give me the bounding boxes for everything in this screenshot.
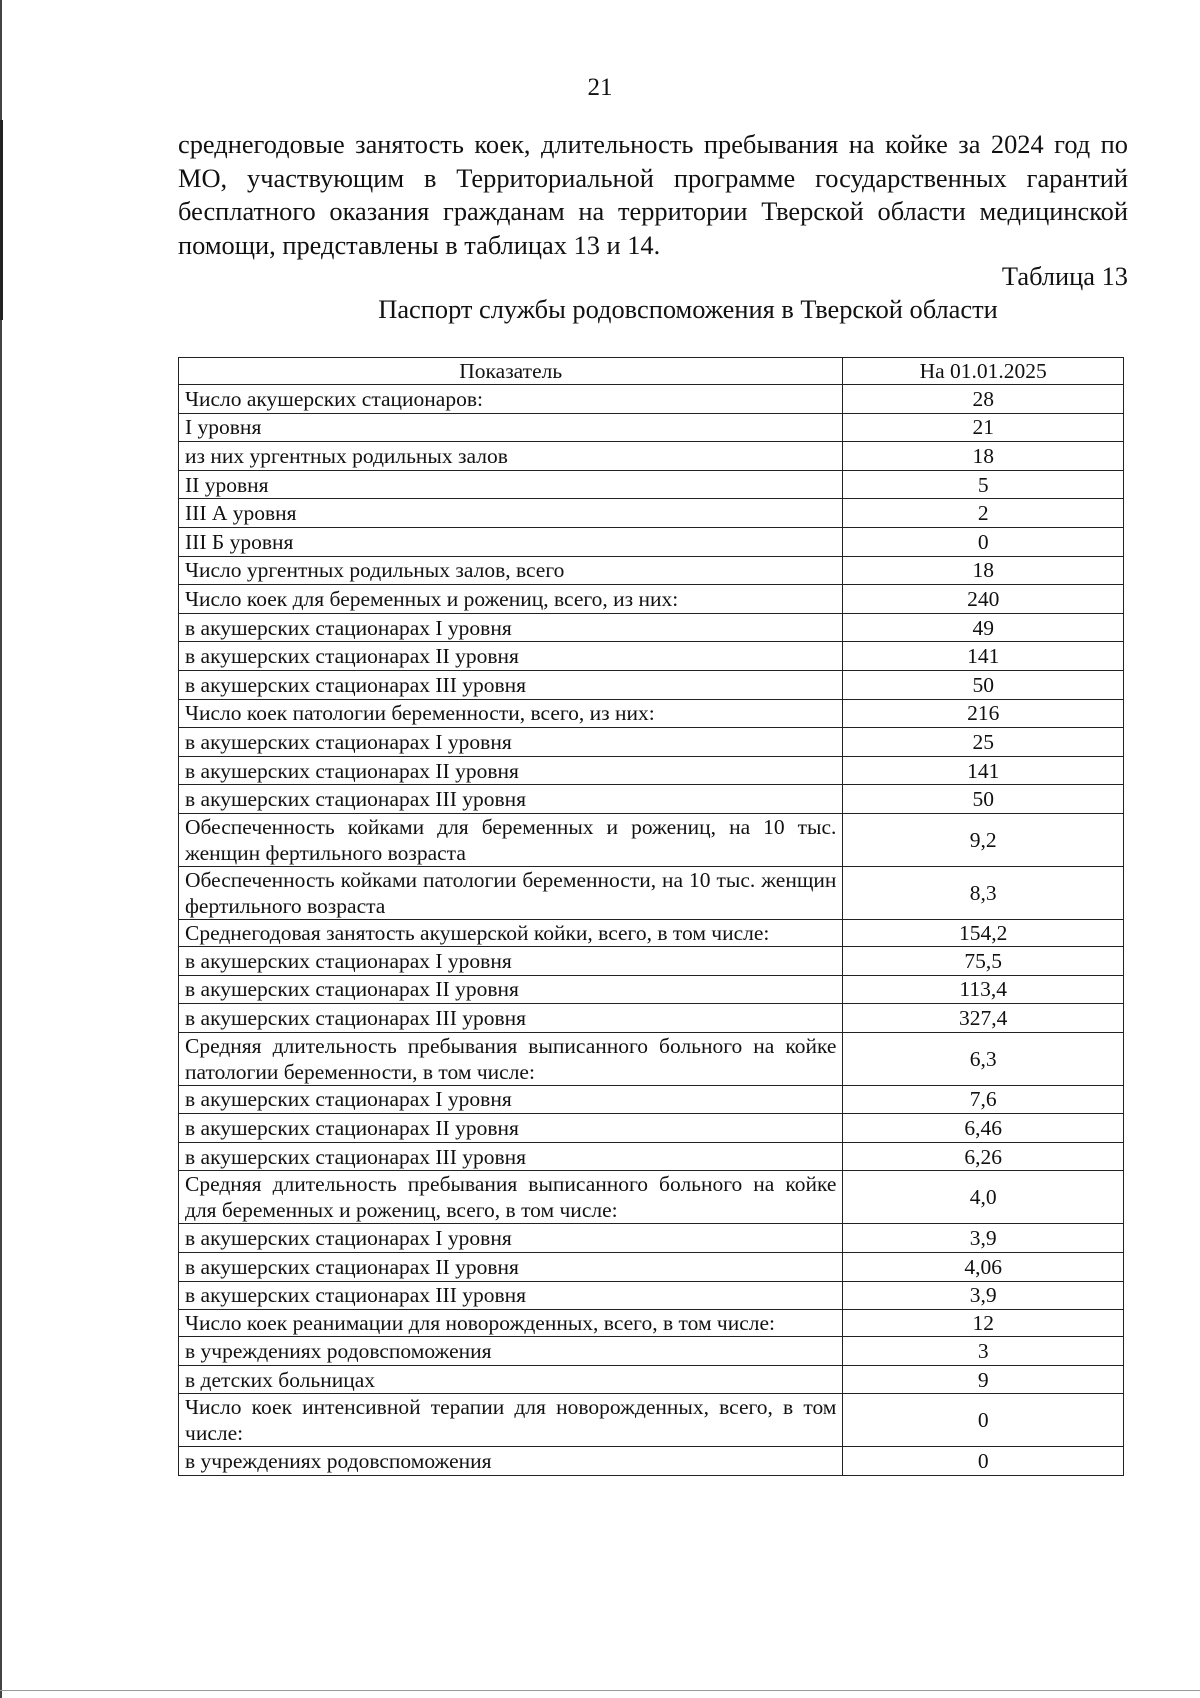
table-row — [179, 699, 1124, 728]
row-value: 75,5 — [843, 946, 1124, 975]
row-indicator: Число акушерских стационаров: — [179, 385, 843, 414]
table-row — [179, 527, 1124, 556]
row-value: 141 — [843, 642, 1124, 671]
row-indicator: в акушерских стационарах I уровня — [179, 946, 843, 975]
table-label: Таблица 13 — [1001, 261, 1128, 291]
row-indicator: в акушерских стационарах I уровня — [179, 613, 843, 642]
row-value: 3 — [843, 1337, 1124, 1366]
row-indicator: в акушерских стационарах II уровня — [179, 975, 843, 1004]
row-indicator: из них ургентных родильных залов — [179, 442, 843, 471]
row-value: 6,3 — [843, 1032, 1124, 1085]
row-value: 327,4 — [843, 1004, 1124, 1033]
table-row — [179, 556, 1124, 585]
row-indicator: Число коек реанимации для новорожденных, всего, в том числе: — [179, 1310, 843, 1337]
table-row — [179, 1114, 1124, 1143]
row-value: 3,9 — [843, 1224, 1124, 1253]
row-value: 4,0 — [843, 1171, 1124, 1224]
table-row — [179, 1365, 1124, 1394]
row-indicator: в акушерских стационарах I уровня — [179, 1085, 843, 1114]
row-indicator: в учреждениях родовспоможения — [179, 1337, 843, 1366]
table-row — [179, 1224, 1124, 1253]
table-row — [179, 1171, 1124, 1224]
scan-left-edge-mark — [0, 120, 3, 320]
table-row — [179, 470, 1124, 499]
table-row — [179, 642, 1124, 671]
row-indicator: в акушерских стационарах III уровня — [179, 1004, 843, 1033]
row-value: 6,26 — [843, 1142, 1124, 1171]
table-row — [179, 585, 1124, 614]
page-number: 21 — [587, 74, 613, 101]
row-indicator: Число коек для беременных и рожениц, всего, из них: — [179, 585, 843, 614]
row-value: 21 — [843, 413, 1124, 442]
row-indicator: III Б уровня — [179, 527, 843, 556]
row-indicator: II уровня — [179, 470, 843, 499]
row-value: 240 — [843, 585, 1124, 614]
row-value: 18 — [843, 442, 1124, 471]
row-indicator: в акушерских стационарах II уровня — [179, 642, 843, 671]
row-indicator: в акушерских стационарах II уровня — [179, 1253, 843, 1282]
table-row — [179, 785, 1124, 814]
row-value: 12 — [843, 1310, 1124, 1337]
table-row — [179, 813, 1124, 866]
row-value: 0 — [843, 1447, 1124, 1476]
table-row — [179, 1447, 1124, 1476]
table-row — [179, 946, 1124, 975]
table-row — [179, 975, 1124, 1004]
row-value: 9 — [843, 1365, 1124, 1394]
passport-table — [178, 357, 1124, 1476]
table-header-row — [179, 358, 1124, 385]
row-value: 50 — [843, 785, 1124, 814]
row-indicator: Средняя длительность пребывания выписанного больного на койке для беременных и рожениц, всего, в том числе: — [179, 1171, 843, 1224]
table-row — [179, 613, 1124, 642]
table-row — [179, 499, 1124, 528]
row-value: 141 — [843, 756, 1124, 785]
table-row — [179, 442, 1124, 471]
row-indicator: Средняя длительность пребывания выписанного больного на койке патологии беременности, в том числе: — [179, 1032, 843, 1085]
row-value: 4,06 — [843, 1253, 1124, 1282]
table-row — [179, 1337, 1124, 1366]
row-indicator: III А уровня — [179, 499, 843, 528]
row-value: 49 — [843, 613, 1124, 642]
table-row — [179, 385, 1124, 414]
row-value: 216 — [843, 699, 1124, 728]
table-title: Паспорт службы родовспоможения в Тверской области — [378, 294, 998, 324]
table-row — [179, 1032, 1124, 1085]
header-indicator: Показатель — [179, 358, 843, 385]
header-value: На 01.01.2025 — [843, 358, 1124, 385]
table-row — [179, 756, 1124, 785]
row-value: 2 — [843, 499, 1124, 528]
row-value: 8,3 — [843, 866, 1124, 919]
table-row — [179, 1310, 1124, 1337]
table-row — [179, 728, 1124, 757]
table-row — [179, 866, 1124, 919]
row-value: 50 — [843, 670, 1124, 699]
row-indicator: в акушерских стационарах III уровня — [179, 1142, 843, 1171]
table-body — [179, 385, 1124, 1476]
row-value: 0 — [843, 527, 1124, 556]
row-indicator: Обеспеченность койками для беременных и рожениц, на 10 тыс. женщин фертильного возраста — [179, 813, 843, 866]
row-value: 28 — [843, 385, 1124, 414]
row-indicator: Число ургентных родильных залов, всего — [179, 556, 843, 585]
row-indicator: в акушерских стационарах III уровня — [179, 670, 843, 699]
row-value: 0 — [843, 1394, 1124, 1447]
table-row — [179, 1085, 1124, 1114]
row-indicator: в акушерских стационарах II уровня — [179, 1114, 843, 1143]
row-value: 18 — [843, 556, 1124, 585]
table-row — [179, 1394, 1124, 1447]
row-value: 9,2 — [843, 813, 1124, 866]
row-value: 3,9 — [843, 1281, 1124, 1310]
row-value: 6,46 — [843, 1114, 1124, 1143]
row-indicator: в акушерских стационарах III уровня — [179, 785, 843, 814]
table-row — [179, 919, 1124, 946]
row-indicator: в акушерских стационарах I уровня — [179, 728, 843, 757]
table-row — [179, 1004, 1124, 1033]
row-indicator: I уровня — [179, 413, 843, 442]
row-indicator: Число коек интенсивной терапии для новорожденных, всего, в том числе: — [179, 1394, 843, 1447]
row-value: 113,4 — [843, 975, 1124, 1004]
row-value: 154,2 — [843, 919, 1124, 946]
row-indicator: Обеспеченность койками патологии беременности, на 10 тыс. женщин фертильного возраста — [179, 866, 843, 919]
table-row — [179, 413, 1124, 442]
row-indicator: в акушерских стационарах II уровня — [179, 756, 843, 785]
table-row — [179, 670, 1124, 699]
intro-paragraph: среднегодовые занятость коек, длительность пребывания на койке за 2024 год по МО, участвующим в Территориальной программе государственных гарантий бесплатного оказания гражданам на территории Тверской области медицинской помощи, представлены в таблицах 13 и 14. — [178, 129, 1128, 260]
row-indicator: в учреждениях родовспоможения — [179, 1447, 843, 1476]
row-indicator: Число коек патологии беременности, всего, из них: — [179, 699, 843, 728]
table-row — [179, 1253, 1124, 1282]
row-indicator: в акушерских стационарах III уровня — [179, 1281, 843, 1310]
row-indicator: в детских больницах — [179, 1365, 843, 1394]
row-value: 25 — [843, 728, 1124, 757]
row-indicator: Среднегодовая занятость акушерской койки, всего, в том числе: — [179, 919, 843, 946]
table-row — [179, 1142, 1124, 1171]
row-indicator: в акушерских стационарах I уровня — [179, 1224, 843, 1253]
table-row — [179, 1281, 1124, 1310]
row-value: 7,6 — [843, 1085, 1124, 1114]
row-value: 5 — [843, 470, 1124, 499]
scan-bottom-edge — [0, 1690, 1200, 1691]
